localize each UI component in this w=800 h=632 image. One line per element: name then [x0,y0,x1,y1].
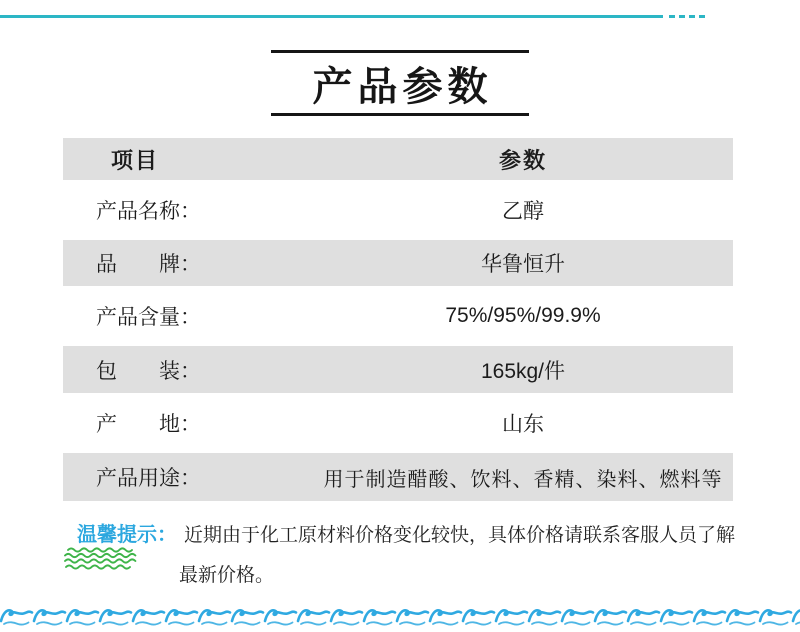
wave-border [0,601,800,630]
row-label: 产 地： [96,413,201,436]
notice-text-line2: 最新价格。 [179,565,275,586]
spec-table [63,138,733,501]
accent-dash [669,15,675,18]
table-row-usage [63,453,733,501]
accent-dash [689,15,695,18]
title-rule-bottom [271,113,529,116]
notice-row [77,518,735,547]
row-value: 乙醇 [502,200,544,223]
table-header-row [63,138,733,180]
table-row-product-name [63,180,733,240]
top-accent-line [0,15,663,18]
notice-text-line1: 近期由于化工原材料价格变化较快，具体价格请联系客服人员了解 [184,525,736,546]
row-value: 用于制造醋酸、饮料、香精、染料、燃料等 [323,468,723,491]
table-row-packaging [63,346,733,393]
page-title: 产品参数 [312,64,493,109]
row-value: 山东 [502,413,544,436]
notice-label: 温馨提示： [77,524,177,546]
row-value: 75%/95%/99.9% [445,304,601,327]
row-label: 品 牌： [96,253,201,276]
accent-dash [699,15,705,18]
column-header-param: 参数 [498,147,547,173]
table-row-origin [63,393,733,453]
accent-dash [679,15,685,18]
squiggle-underline-icon [64,546,140,572]
table-row-content [63,286,733,346]
row-label: 产品含量： [96,306,201,329]
top-accent-dashes [669,15,705,18]
row-value: 华鲁恒升 [481,253,565,276]
title-block [271,50,529,116]
row-label: 包 装： [96,359,201,383]
row-value: 165kg/件 [480,359,566,383]
table-row-brand [63,240,733,286]
row-label: 产品用途： [96,467,201,490]
column-header-item: 项目 [111,147,160,173]
row-label: 产品名称： [96,200,201,223]
